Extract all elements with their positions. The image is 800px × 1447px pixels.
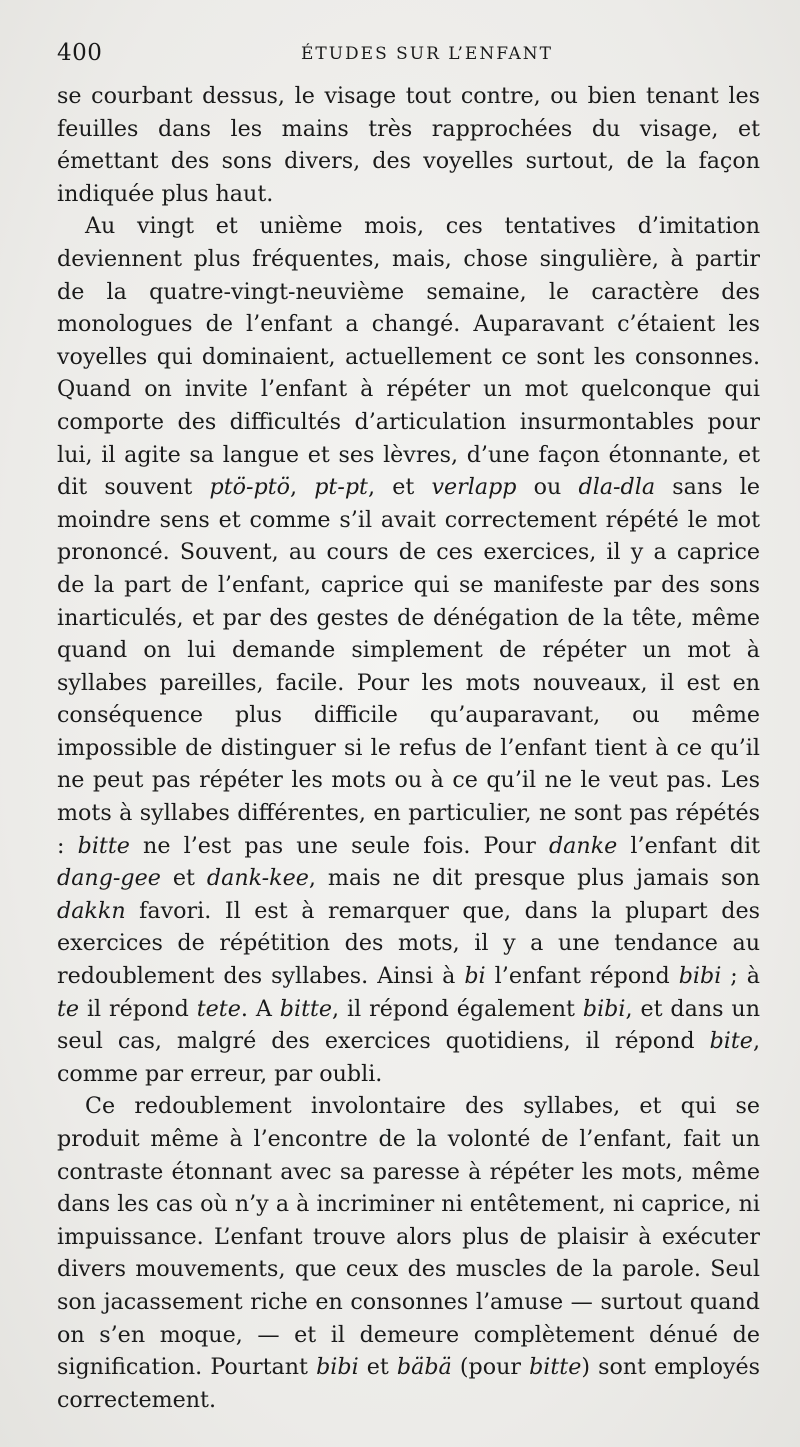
text-run: favori. Il est à remarquer que, dans la plupart des exercices de répétition des mots, il y a une tendance au redoublement des syllabes. Ainsi à bbox=[57, 897, 760, 990]
text-run: , il répond également bbox=[332, 995, 583, 1022]
italic-term: bibi bbox=[678, 963, 722, 990]
italic-term: verlapp bbox=[431, 474, 517, 501]
italic-term: bitte bbox=[529, 1354, 582, 1381]
italic-term: bi bbox=[464, 963, 486, 990]
text-run: ou bbox=[516, 474, 579, 501]
text-run: , comme par erreur, par oubli. bbox=[57, 1028, 760, 1087]
text-run: ; à bbox=[721, 963, 761, 990]
text-run: , mais ne dit presque plus jamais son bbox=[308, 865, 761, 892]
text-run: ) sont employés correctement. bbox=[57, 1354, 761, 1413]
text-run: Ce redoublement involontaire des syllabes, et qui se produit même à l’encontre de la volonté de l’enfant, fait un contraste étonnant avec sa paresse à répéter les mots, même dans les cas où n’y a à incriminer ni entêtement, ni caprice, ni impuissance. L’enfant trouve alors plus de plaisir à exécuter divers mouvements, que ceux des muscles de la parole. Seul son jacassement riche en consonnes l’amuse — surtout quand on s’en moque, — et il demeure complètement dénué de signification. Pourtant bbox=[57, 1093, 760, 1381]
text-run: se courbant dessus, le visage tout contre, ou bien tenant les feuilles dans les mains très rapprochées du visage, et émettant des sons divers, des voyelles surtout, de la façon indiquée plus haut. bbox=[57, 83, 760, 207]
paragraph bbox=[57, 1090, 760, 1416]
text-run: et bbox=[358, 1354, 397, 1381]
text-run: (pour bbox=[451, 1354, 530, 1381]
running-title: ÉTUDES SUR L’ENFANT bbox=[300, 44, 554, 64]
text-run: il répond bbox=[79, 995, 197, 1022]
text-run: , et dans un seul cas, malgré des exercices quotidiens, il répond bbox=[57, 995, 760, 1055]
text-run: l’enfant répond bbox=[485, 963, 679, 990]
italic-term: bäbä bbox=[396, 1354, 452, 1381]
text-run: , bbox=[289, 474, 315, 501]
text-run: ne l’est pas une seule fois. Pour bbox=[129, 832, 549, 859]
paragraph bbox=[57, 210, 760, 1090]
body-text bbox=[57, 80, 760, 1416]
italic-term: dakkn bbox=[57, 897, 126, 924]
italic-term: danke bbox=[548, 832, 618, 859]
italic-term: bibi bbox=[316, 1354, 359, 1381]
italic-term: pt-pt bbox=[314, 474, 368, 501]
italic-term: bitte bbox=[77, 832, 130, 859]
text-run: l’enfant dit bbox=[617, 832, 760, 859]
italic-term: tete bbox=[196, 995, 241, 1022]
text-run: sans le moindre sens et comme s’il avait correctement répété le mot prononcé. Souvent, au cours de ces exercices, il y a caprice de la part de l’enfant, caprice qui se manifeste par des sons inarticulés, et par des gestes de dénégation de la tête, même quand on lui demande simplement de répéter un mot à syllabes pareilles, facile. Pour les mots nouveaux, il est en conséquence plus difficile qu’auparavant, ou même impossible de distinguer si le refus de l’enfant tient à ce qu’il ne peut pas répéter les mots ou à ce qu’il ne le veut pas. Les mots à syllabes différentes, en particulier, ne sont pas répétés : bbox=[57, 474, 760, 859]
italic-term: dang-gee bbox=[57, 865, 161, 892]
italic-term: bitte bbox=[279, 995, 333, 1022]
text-run: et bbox=[160, 865, 207, 892]
page-number: 400 bbox=[57, 40, 103, 66]
italic-term: ptö-ptö bbox=[209, 474, 290, 501]
text-run: Au vingt et unième mois, ces tentatives d’imitation deviennent plus fréquentes, mais, chose singulière, à partir de la quatre-vingt-neuvième semaine, le caractère des monologues de l’enfant a changé. Auparavant c’étaient les voyelles qui dominaient, actuellement ce sont les consonnes. Quand on invite l’enfant à répéter un mot quelconque qui comporte des difficultés d’articulation insurmontables pour lui, il agite sa langue et ses lèvres, d’une façon étonnante, et dit souvent bbox=[57, 213, 760, 501]
page-header bbox=[57, 40, 757, 70]
italic-term: dla-dla bbox=[578, 474, 656, 501]
text-run: . A bbox=[240, 995, 280, 1022]
italic-term: dank-kee bbox=[206, 865, 309, 892]
italic-term: bibi bbox=[582, 995, 626, 1022]
text-run: , et bbox=[367, 474, 432, 501]
italic-term: bite bbox=[709, 1028, 753, 1055]
italic-term: te bbox=[57, 995, 80, 1022]
paragraph bbox=[57, 80, 760, 210]
